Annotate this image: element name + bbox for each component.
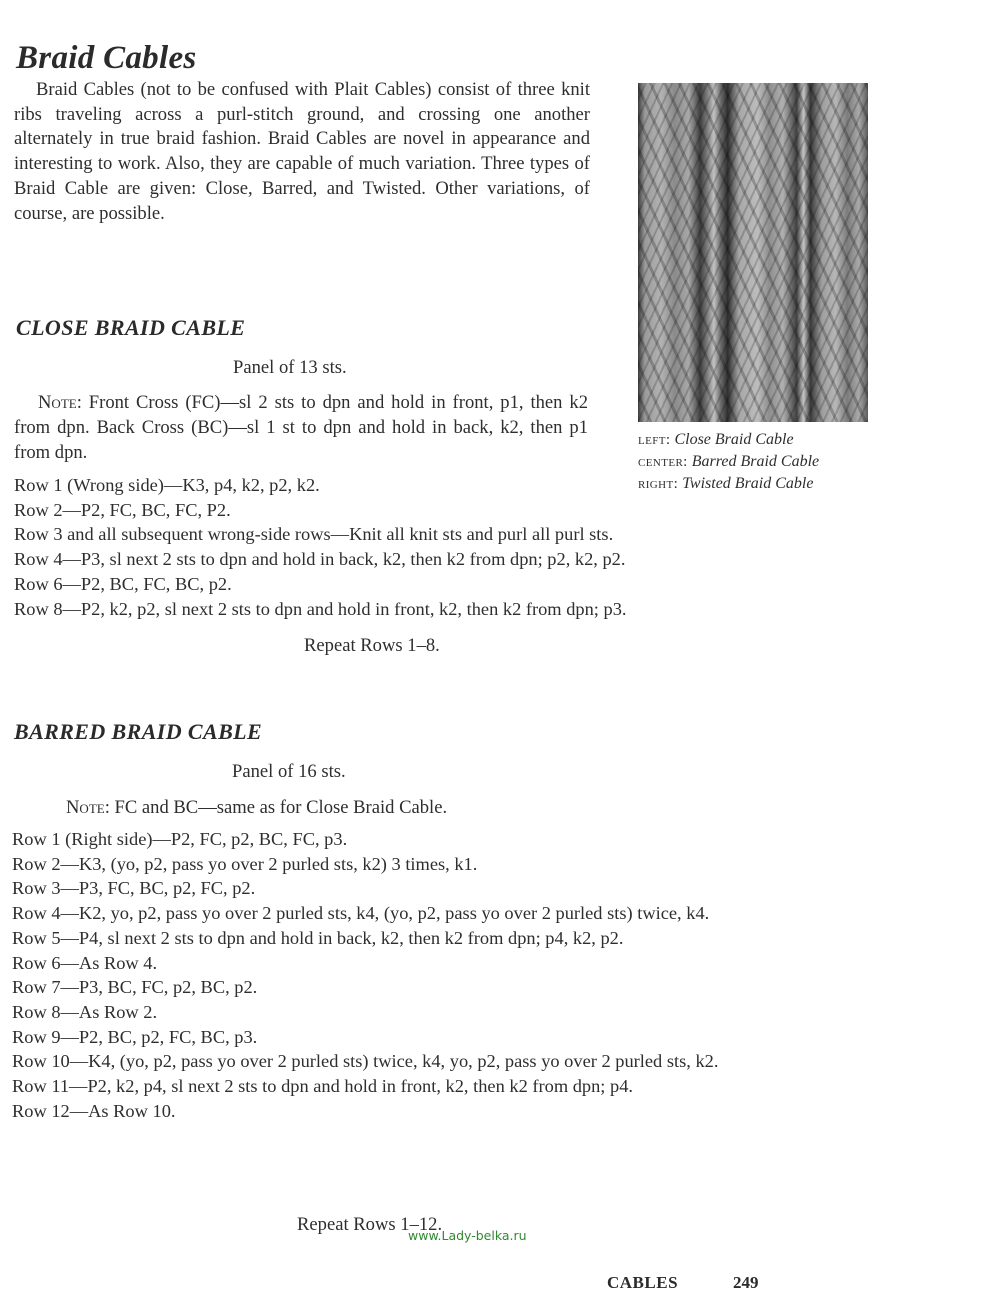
barred-braid-note (66, 795, 666, 820)
caption-left (638, 429, 819, 451)
row-instruction: Row 9—P2, BC, p2, FC, BC, p3. (12, 1026, 258, 1047)
barred-braid-panel-size: Panel of 16 sts. (232, 761, 346, 782)
caption-label: center: (638, 454, 688, 470)
intro-paragraph: Braid Cables (not to be confused with Plait Cables) consist of three knit ribs traveling across a purl-stitch ground, and crossing one another alternately in true braid fashion. Braid Cables are novel in appearance and interesting to work. Also, they are capable of much variation. Three types of Braid Cable are given: Close, Barred, and Twisted. Other variations, of course, are possible. (14, 79, 590, 224)
caption-label: left: (638, 432, 671, 448)
row-instruction: Row 3 and all subsequent wrong-side rows—Knit all knit sts and purl all purl sts. (14, 524, 614, 545)
row-instruction: Row 6—As Row 4. (12, 952, 158, 973)
close-braid-heading: CLOSE BRAID CABLE (16, 315, 246, 340)
caption-title: Close Braid Cable (674, 431, 794, 448)
caption-label: right: (638, 476, 679, 492)
caption-center (638, 451, 819, 473)
barred-braid-heading: BARRED BRAID CABLE (14, 719, 263, 744)
page-title: Braid Cables (16, 40, 197, 77)
note-text: Front Cross (FC)—sl 2 sts to dpn and hold in front, p1, then k2 from dpn. Back Cross (BC)—sl 1 st to dpn and hold in back, k2, then p1 from dpn. (14, 392, 588, 463)
caption-title: Twisted Braid Cable (682, 475, 814, 492)
row-instruction: Row 3—P3, FC, BC, p2, FC, p2. (12, 878, 256, 899)
row-instruction: Row 2—P2, FC, BC, FC, P2. (14, 499, 231, 520)
row-instruction: Row 4—K2, yo, p2, pass yo over 2 purled sts, k4, (yo, p2, pass yo over 2 purled sts) twice, k4. (12, 903, 710, 924)
row-instruction: Row 5—P4, sl next 2 sts to dpn and hold in back, k2, then k2 from dpn; p4, k2, p2. (12, 927, 624, 948)
footer-section-name: CABLES (607, 1273, 679, 1292)
row-instruction: Row 1 (Wrong side)—K3, p4, k2, p2, k2. (14, 475, 320, 495)
note-text: FC and BC—same as for Close Braid Cable. (109, 797, 448, 818)
barred-braid-repeat: Repeat Rows 1–12. (297, 1214, 443, 1235)
row-instruction: Row 10—K4, (yo, p2, pass yo over 2 purled sts) twice, k4, yo, p2, pass yo over 2 purled sts, k2. (12, 1051, 719, 1072)
row-instruction: Row 12—As Row 10. (12, 1100, 176, 1121)
close-braid-panel-size: Panel of 13 sts. (233, 357, 347, 378)
row-instruction: Row 11—P2, k2, p4, sl next 2 sts to dpn and hold in front, k2, then k2 from dpn; p4. (12, 1076, 634, 1097)
caption-title: Barred Braid Cable (691, 453, 820, 470)
close-braid-rows (14, 473, 762, 621)
row-instruction: Row 8—P2, k2, p2, sl next 2 sts to dpn and hold in front, k2, then k2 from dpn; p3. (14, 598, 627, 619)
swatch-photo (638, 83, 868, 422)
row-instruction: Row 2—K3, (yo, p2, pass yo over 2 purled sts, k2) 3 times, k1. (12, 853, 478, 874)
row-instruction: Row 6—P2, BC, FC, BC, p2. (14, 573, 232, 594)
footer-page-number: 249 (733, 1273, 759, 1292)
row-instruction: Row 8—As Row 2. (12, 1001, 158, 1022)
watermark-link[interactable]: www.Lady-belka.ru (408, 1228, 527, 1243)
row-instruction: Row 1 (Right side)—P2, FC, p2, BC, FC, p3. (12, 829, 348, 849)
row-instruction: Row 4—P3, sl next 2 sts to dpn and hold in back, k2, then k2 from dpn; p2, k2, p2. (14, 549, 626, 570)
close-braid-repeat: Repeat Rows 1–8. (304, 635, 440, 656)
note-label: Note: (38, 392, 82, 413)
barred-braid-rows (12, 827, 762, 1123)
close-braid-note (14, 390, 588, 465)
note-label: Note: (66, 797, 110, 818)
row-instruction: Row 7—P3, BC, FC, p2, BC, p2. (12, 977, 258, 998)
